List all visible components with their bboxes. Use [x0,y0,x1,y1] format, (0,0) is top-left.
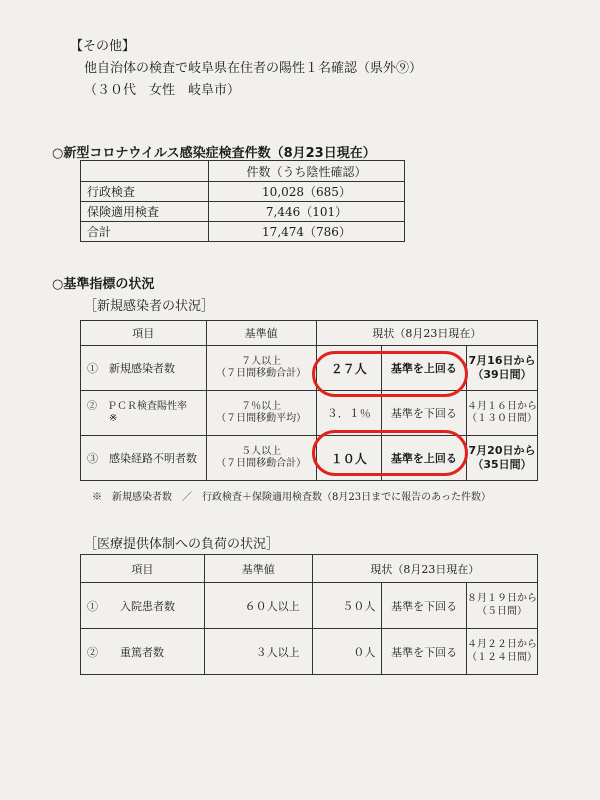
indicator-value: １０人 [316,436,381,481]
tests-header: 件数（うち陰性確認） [209,161,405,182]
indicator-item: ③ 感染経路不明者数 [81,436,207,481]
medical-since: ４月２２日から （１２４日間） [467,629,538,675]
tests-row-value: 7,446（101） [209,202,405,222]
medical-table [80,554,538,675]
other-line-1: 他自治体の検査で岐阜県在住者の陽性１名確認（県外⑨） [84,61,423,76]
indicator-item: ① 新規感染者数 [81,346,207,391]
medical-value: ５０人 [312,583,382,629]
indicators-subtitle: ［新規感染者の状況］ [84,299,215,314]
indicator-status: 基準を下回る [381,391,466,436]
medical-since: ８月１９日から （５日間） [467,583,538,629]
indicator-criterion: ７人以上 （７日間移動合計） [206,346,316,391]
col-header-item: 項目 [81,321,207,346]
indicator-criterion: ７％以上 （７日間移動平均） [206,391,316,436]
medical-item: ② 重篤者数 [81,629,205,675]
indicator-status: 基準を上回る [381,346,466,391]
indicator-since: 7月16日から （39日間） [467,346,538,391]
medical-status: 基準を下回る [382,583,467,629]
indicators-section-title: ○基準指標の状況 [52,277,155,292]
medical-criterion: ３人以上 [204,629,312,675]
medical-status: 基準を下回る [382,629,467,675]
medical-value: ０人 [312,629,382,675]
indicators-note: ※ 新規感染者数 ／ 行政検査＋保険適用検査数（8月23日までに報告のあった件数） [92,492,491,503]
red-circle-annotation [312,351,468,397]
col-header-status: 現状（8月23日現在） [316,321,537,346]
indicator-value: ３．１％ [316,391,381,436]
indicators-table [80,320,538,481]
indicator-since: 7月20日から （35日間） [467,436,538,481]
tests-row-value: 10,028（685） [209,182,405,202]
tests-table [80,160,405,242]
col-header-criterion: 基準値 [204,555,312,583]
tests-row-value: 17,474（786） [209,222,405,242]
red-circle-annotation [312,430,468,476]
other-heading: 【その他】 [70,39,136,54]
medical-criterion: ６０人以上 [204,583,312,629]
tests-section-title: ○新型コロナウイルス感染症検査件数（8月23日現在） [52,146,376,161]
indicator-item: ② ＰＣＲ検査陽性率 ※ [81,391,207,436]
medical-item: ① 入院患者数 [81,583,205,629]
tests-row-label: 保険適用検査 [81,202,209,222]
indicator-criterion: ５人以上 （７日間移動合計） [206,436,316,481]
col-header-status: 現状（8月23日現在） [312,555,537,583]
col-header-criterion: 基準値 [206,321,316,346]
indicator-value: ２７人 [316,346,381,391]
tests-row-label: 合計 [81,222,209,242]
col-header-item: 項目 [81,555,205,583]
medical-subtitle: ［医療提供体制への負荷の状況］ [84,537,280,552]
tests-row-label: 行政検査 [81,182,209,202]
other-line-2: （３０代 女性 岐阜市） [84,83,241,98]
indicator-status: 基準を上回る [381,436,466,481]
indicator-since: ４月１６日から （１３０日間） [467,391,538,436]
